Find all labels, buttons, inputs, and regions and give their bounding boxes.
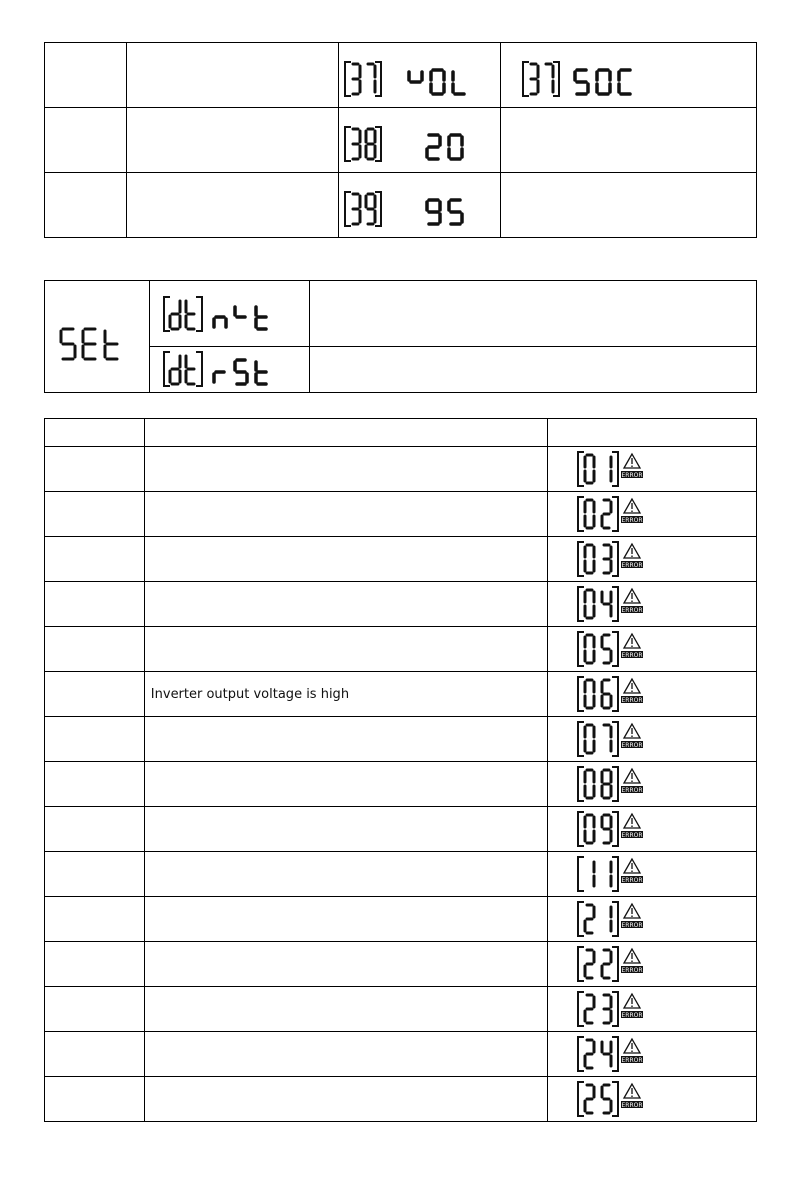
lcd-value-char-2 [256, 362, 266, 384]
lcd-value-char-0 [214, 317, 226, 327]
error-description [144, 852, 547, 897]
error-code-cell [45, 807, 145, 852]
svg-text:ERROR: ERROR [621, 697, 643, 704]
svg-text:ERROR: ERROR [621, 877, 643, 884]
setting-lcd-option-a [339, 108, 501, 173]
error-description [144, 627, 547, 672]
set-char-0 [61, 329, 75, 359]
svg-text:ERROR: ERROR [621, 517, 643, 524]
error-code-cell [45, 1032, 145, 1077]
error-description [144, 897, 547, 942]
lcd-value-char-0 [575, 70, 588, 94]
error-description [144, 762, 547, 807]
error-badge [621, 786, 643, 794]
error-description [144, 807, 547, 852]
warning-icon [624, 499, 640, 513]
warning-icon [624, 859, 640, 873]
lcd-value-char-2 [256, 307, 266, 329]
lcd-value-char-1 [449, 135, 462, 159]
lcd-value-char-0 [214, 372, 224, 382]
error-lcd-display [576, 538, 696, 580]
setting-lcd-option-a [339, 173, 501, 238]
error-code-cell [45, 1077, 145, 1122]
lcd-code-digit-1 [546, 64, 553, 92]
error-lcd-cell [548, 807, 757, 852]
error-row [45, 627, 757, 672]
error-lcd-cell [548, 987, 757, 1032]
error-row [45, 582, 757, 627]
error-lcd-cell [548, 852, 757, 897]
error-code-digit-1 [602, 635, 611, 663]
error-code-digit-0 [585, 1085, 594, 1113]
svg-text:ERROR: ERROR [621, 742, 643, 749]
lcd-code-digit-0 [353, 129, 360, 159]
lcd-code-digit-0 [170, 301, 180, 329]
setting-number [45, 173, 127, 238]
setting-number [45, 43, 127, 108]
error-code-digit-0 [585, 455, 594, 483]
svg-text:ERROR: ERROR [621, 832, 643, 839]
error-code-digit-0 [585, 815, 594, 843]
error-description [144, 987, 547, 1032]
error-row [45, 447, 757, 492]
svg-text:ERROR: ERROR [621, 472, 643, 479]
lcd-display [339, 176, 489, 234]
dt-reset-cell [149, 347, 309, 393]
error-table-header [45, 419, 757, 447]
error-description [144, 1077, 547, 1122]
error-badge [621, 921, 643, 929]
error-code-digit-1 [602, 680, 611, 708]
setting-number [45, 108, 127, 173]
error-row [45, 987, 757, 1032]
lcd-value-char-1 [235, 307, 245, 317]
svg-text:ERROR: ERROR [621, 1012, 643, 1019]
error-lcd-cell [548, 717, 757, 762]
error-lcd-cell [548, 447, 757, 492]
warning-icon [624, 724, 640, 738]
error-code-digit-1 [604, 725, 611, 751]
header-col-code [45, 419, 145, 447]
error-lcd-display [576, 943, 696, 985]
error-code-digit-0 [585, 725, 594, 753]
error-code-cell [45, 627, 145, 672]
set-display-cell [45, 281, 150, 393]
lcd-value-char-0 [427, 200, 440, 224]
error-lcd-cell [548, 762, 757, 807]
svg-text:ERROR: ERROR [621, 652, 643, 659]
error-code-digit-0 [585, 635, 594, 663]
lcd-value-char-1 [235, 360, 247, 384]
lcd-code-digit-1 [366, 194, 375, 224]
error-code-digit-1 [602, 1042, 611, 1066]
error-code-digit-1 [602, 592, 611, 616]
error-row [45, 717, 757, 762]
setting-description [126, 43, 338, 108]
error-code-digit-0 [585, 1040, 594, 1068]
setting-lcd-option-b [501, 43, 757, 108]
lcd-value-char-1 [431, 70, 444, 94]
settings-row [45, 43, 757, 108]
header-col-desc [144, 419, 547, 447]
error-code-digit-0 [585, 680, 594, 708]
error-row [45, 897, 757, 942]
dt-reset-desc [309, 347, 756, 393]
error-description [144, 537, 547, 582]
dt-next-desc [309, 281, 756, 347]
error-badge [621, 1011, 643, 1019]
error-lcd-display [576, 628, 696, 670]
setting-description [126, 173, 338, 238]
error-code-cell [45, 987, 145, 1032]
error-code-cell [45, 447, 145, 492]
error-lcd-display [576, 673, 696, 715]
error-description: Inverter output voltage is high [144, 672, 547, 717]
svg-text:ERROR: ERROR [621, 922, 643, 929]
error-description [144, 1032, 547, 1077]
dt-reset-lcd [150, 348, 300, 392]
error-code-digit-0 [585, 545, 594, 573]
svg-text:ERROR: ERROR [621, 1057, 643, 1064]
lcd-code-digit-1 [186, 301, 194, 329]
error-lcd-cell [548, 537, 757, 582]
error-description [144, 582, 547, 627]
lcd-value-char-1 [449, 200, 462, 224]
lcd-display [339, 46, 489, 104]
error-lcd-cell [548, 1077, 757, 1122]
warning-icon [624, 769, 640, 783]
setting-lcd-option-b [501, 173, 757, 238]
warning-icon [624, 949, 640, 963]
error-code-table [44, 418, 757, 1122]
lcd-value-char-2 [619, 70, 630, 94]
error-code-cell [45, 582, 145, 627]
error-lcd-cell [548, 582, 757, 627]
error-badge [621, 741, 643, 749]
settings-table [44, 42, 757, 238]
error-code-cell [45, 852, 145, 897]
warning-icon [624, 679, 640, 693]
error-row [45, 852, 757, 897]
error-lcd-display [576, 718, 696, 760]
error-lcd-display [576, 853, 696, 895]
lcd-code-digit-0 [353, 194, 360, 224]
settings-row [45, 173, 757, 238]
setting-lcd-option-b [501, 108, 757, 173]
svg-text:ERROR: ERROR [621, 967, 643, 974]
error-lcd-display [576, 448, 696, 490]
header-col-icon [548, 419, 757, 447]
error-badge [621, 471, 643, 479]
error-lcd-display [576, 1078, 696, 1120]
error-row [45, 492, 757, 537]
error-row [45, 807, 757, 852]
error-lcd-cell [548, 492, 757, 537]
lcd-code-digit-1 [368, 64, 375, 92]
error-code-digit-1 [602, 500, 611, 528]
error-code-digit-1 [602, 1085, 611, 1113]
error-row [45, 1077, 757, 1122]
error-code-digit-0 [585, 770, 594, 798]
lcd-value-char-0 [409, 72, 422, 82]
display-table [44, 280, 757, 393]
lcd-code-digit-1 [186, 356, 194, 384]
error-lcd-cell [548, 1032, 757, 1077]
error-badge [621, 876, 643, 884]
error-lcd-cell [548, 942, 757, 987]
error-row [45, 762, 757, 807]
error-badge [621, 831, 643, 839]
lcd-value-char-0 [427, 135, 440, 159]
lcd-code-digit-0 [170, 356, 180, 384]
error-code-cell [45, 537, 145, 582]
dt-next-cell [149, 281, 309, 347]
dt-next-lcd [150, 289, 300, 339]
error-description [144, 447, 547, 492]
setting-lcd-option-a [339, 43, 501, 108]
svg-text:ERROR: ERROR [621, 562, 643, 569]
warning-icon [624, 904, 640, 918]
error-badge [621, 696, 643, 704]
error-description [144, 942, 547, 987]
error-row [45, 672, 757, 717]
error-lcd-display [576, 898, 696, 940]
lcd-value-char-2 [453, 72, 464, 94]
error-code-digit-0 [585, 590, 594, 618]
error-badge [621, 516, 643, 524]
warning-icon [624, 1039, 640, 1053]
error-code-digit-1 [602, 950, 611, 978]
warning-icon [624, 454, 640, 468]
error-lcd-display [576, 583, 696, 625]
error-badge [621, 561, 643, 569]
error-code-cell [45, 672, 145, 717]
error-code-cell [45, 897, 145, 942]
set-char-2 [105, 331, 117, 359]
error-lcd-display [576, 763, 696, 805]
set-lcd-display [47, 307, 147, 367]
error-code-cell [45, 942, 145, 987]
error-code-digit-0 [585, 950, 594, 978]
warning-icon [624, 1084, 640, 1098]
error-lcd-display [576, 808, 696, 850]
lcd-code-digit-0 [531, 64, 538, 94]
error-lcd-cell [548, 897, 757, 942]
error-row [45, 1032, 757, 1077]
warning-icon [624, 994, 640, 1008]
error-badge [621, 966, 643, 974]
lcd-code-digit-0 [353, 64, 360, 94]
lcd-display [339, 111, 489, 169]
error-code-digit-0 [585, 995, 594, 1023]
error-code-digit-1 [604, 995, 611, 1023]
error-code-cell [45, 762, 145, 807]
error-description [144, 492, 547, 537]
svg-text:ERROR: ERROR [621, 1102, 643, 1109]
warning-icon [624, 544, 640, 558]
error-code-digit-1 [602, 815, 611, 843]
settings-row [45, 108, 757, 173]
error-code-cell [45, 717, 145, 762]
setting-description [126, 108, 338, 173]
warning-icon [624, 634, 640, 648]
warning-icon [624, 814, 640, 828]
error-code-digit-1 [604, 545, 611, 573]
error-code-digit-1 [602, 770, 611, 798]
error-lcd-display [576, 1033, 696, 1075]
error-badge [621, 1101, 643, 1109]
error-lcd-display [576, 493, 696, 535]
error-lcd-cell [548, 627, 757, 672]
error-badge [621, 1056, 643, 1064]
error-badge [621, 651, 643, 659]
warning-icon [624, 589, 640, 603]
svg-text:ERROR: ERROR [621, 787, 643, 794]
svg-text:ERROR: ERROR [621, 607, 643, 614]
error-badge [621, 606, 643, 614]
set-char-1 [83, 329, 95, 359]
error-lcd-cell [548, 672, 757, 717]
error-lcd-display [576, 988, 696, 1030]
error-code-digit-0 [585, 905, 594, 933]
error-description [144, 717, 547, 762]
error-code-cell [45, 492, 145, 537]
lcd-code-digit-1 [366, 129, 375, 159]
error-row [45, 537, 757, 582]
lcd-display [501, 46, 701, 104]
lcd-value-char-1 [597, 70, 610, 94]
error-row [45, 942, 757, 987]
error-code-digit-0 [585, 500, 594, 528]
